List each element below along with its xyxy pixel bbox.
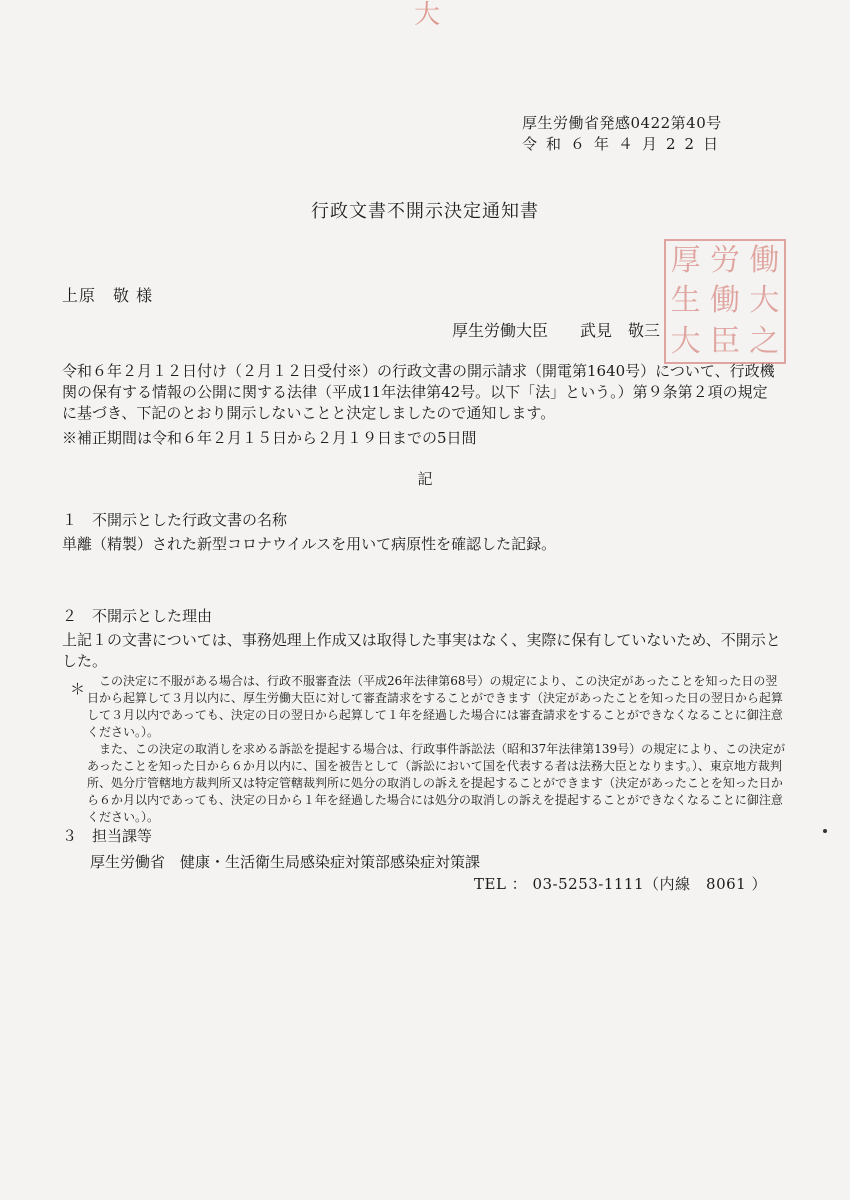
- appeal-paragraph-1: この決定に不服がある場合は、行政不服審査法（平成26年法律第68号）の規定により、この決定があったことを知った日の翌日から起算して３月以内に、厚生労働大臣に対して審査請求をすることができます（決定があったことを知った日の翌日から起算して３月以内であっても、決定の日の翌日から起算して１年を経過した場合には審査請求をすることができなくなることに御注意ください。）。: [87, 674, 783, 739]
- appeal-paragraph-2: また、この決定の取消しを求める訴訟を提起する場合は、行政事件訴訟法（昭和37年法律第139号）の規定により、この決定があったことを知った日から６か月以内に、国を被告として（訴訟において国を代表する者は法務大臣となります。）、東京地方裁判所、処分庁管轄地方裁判所又は特定管轄裁判所に処分の取消しの訴えを提起することができます（決定があったことを知った日から６か月以内であっても、決定の日から１年を経過した場合には処分の取消しの訴えを提起することができなくなることに御注意ください。）。: [87, 742, 786, 824]
- seal-char: 之: [749, 323, 780, 359]
- receipt-stamp: 大: [413, 0, 440, 30]
- section-2-text: 上記１の文書については、事務処理上作成又は取得した事実はなく、実際に保有していないため、不開示とした。: [62, 631, 781, 670]
- section-2-heading: ２ 不開示とした理由: [62, 607, 213, 625]
- seal-char: 働: [749, 243, 780, 278]
- body-paragraph: [62, 361, 782, 424]
- appeal-notice: [87, 673, 787, 826]
- section-2-content: [62, 630, 782, 672]
- ki-heading: 記: [417, 470, 433, 488]
- sender-name: 厚生労働大臣 武見 敬三: [452, 321, 661, 340]
- seal-char: 働: [709, 283, 740, 319]
- document-title: 行政文書不開示決定通知書: [311, 201, 539, 222]
- seal-char: 大: [749, 283, 780, 319]
- seal-char: 大: [670, 323, 701, 359]
- document-number: 厚生労働省発感0422第40号: [522, 114, 722, 132]
- ink-dot: [823, 829, 827, 833]
- official-seal: [664, 239, 786, 364]
- contact-phone: TEL ： 03-5253-1111（内線 8061 ）: [474, 875, 767, 893]
- section-1-heading: １ 不開示とした行政文書の名称: [62, 511, 288, 529]
- body-text: 令和６年２月１２日付け（２月１２日受付※）の行政文書の開示請求（開電第1640号）について、行政機関の保有する情報の公開に関する法律（平成11年法律第42号。以下「法」という。）第９条第２項の規定に基づき、下記のとおり開示しないことと決定しましたので通知します。: [62, 362, 775, 422]
- seal-char: 臣: [709, 323, 740, 359]
- seal-char: 生: [670, 283, 701, 319]
- appeal-asterisk: ＊: [70, 680, 86, 698]
- correction-period-note: ※補正期間は令和６年２月１５日から２月１９日までの5日間: [62, 429, 477, 447]
- section-1-content: 単離（精製）された新型コロナウイルスを用いて病原性を確認した記録。: [62, 535, 557, 553]
- section-3-content: 厚生労働省 健康・生活衛生局感染症対策部感染症対策課: [90, 853, 481, 871]
- section-3-heading: ３ 担当課等: [62, 827, 153, 845]
- seal-char: 労: [709, 243, 740, 278]
- seal-char: 厚: [670, 243, 701, 278]
- recipient-name: 上原 敬 様: [62, 286, 154, 305]
- document-date: 令和６年４月22日: [522, 135, 728, 153]
